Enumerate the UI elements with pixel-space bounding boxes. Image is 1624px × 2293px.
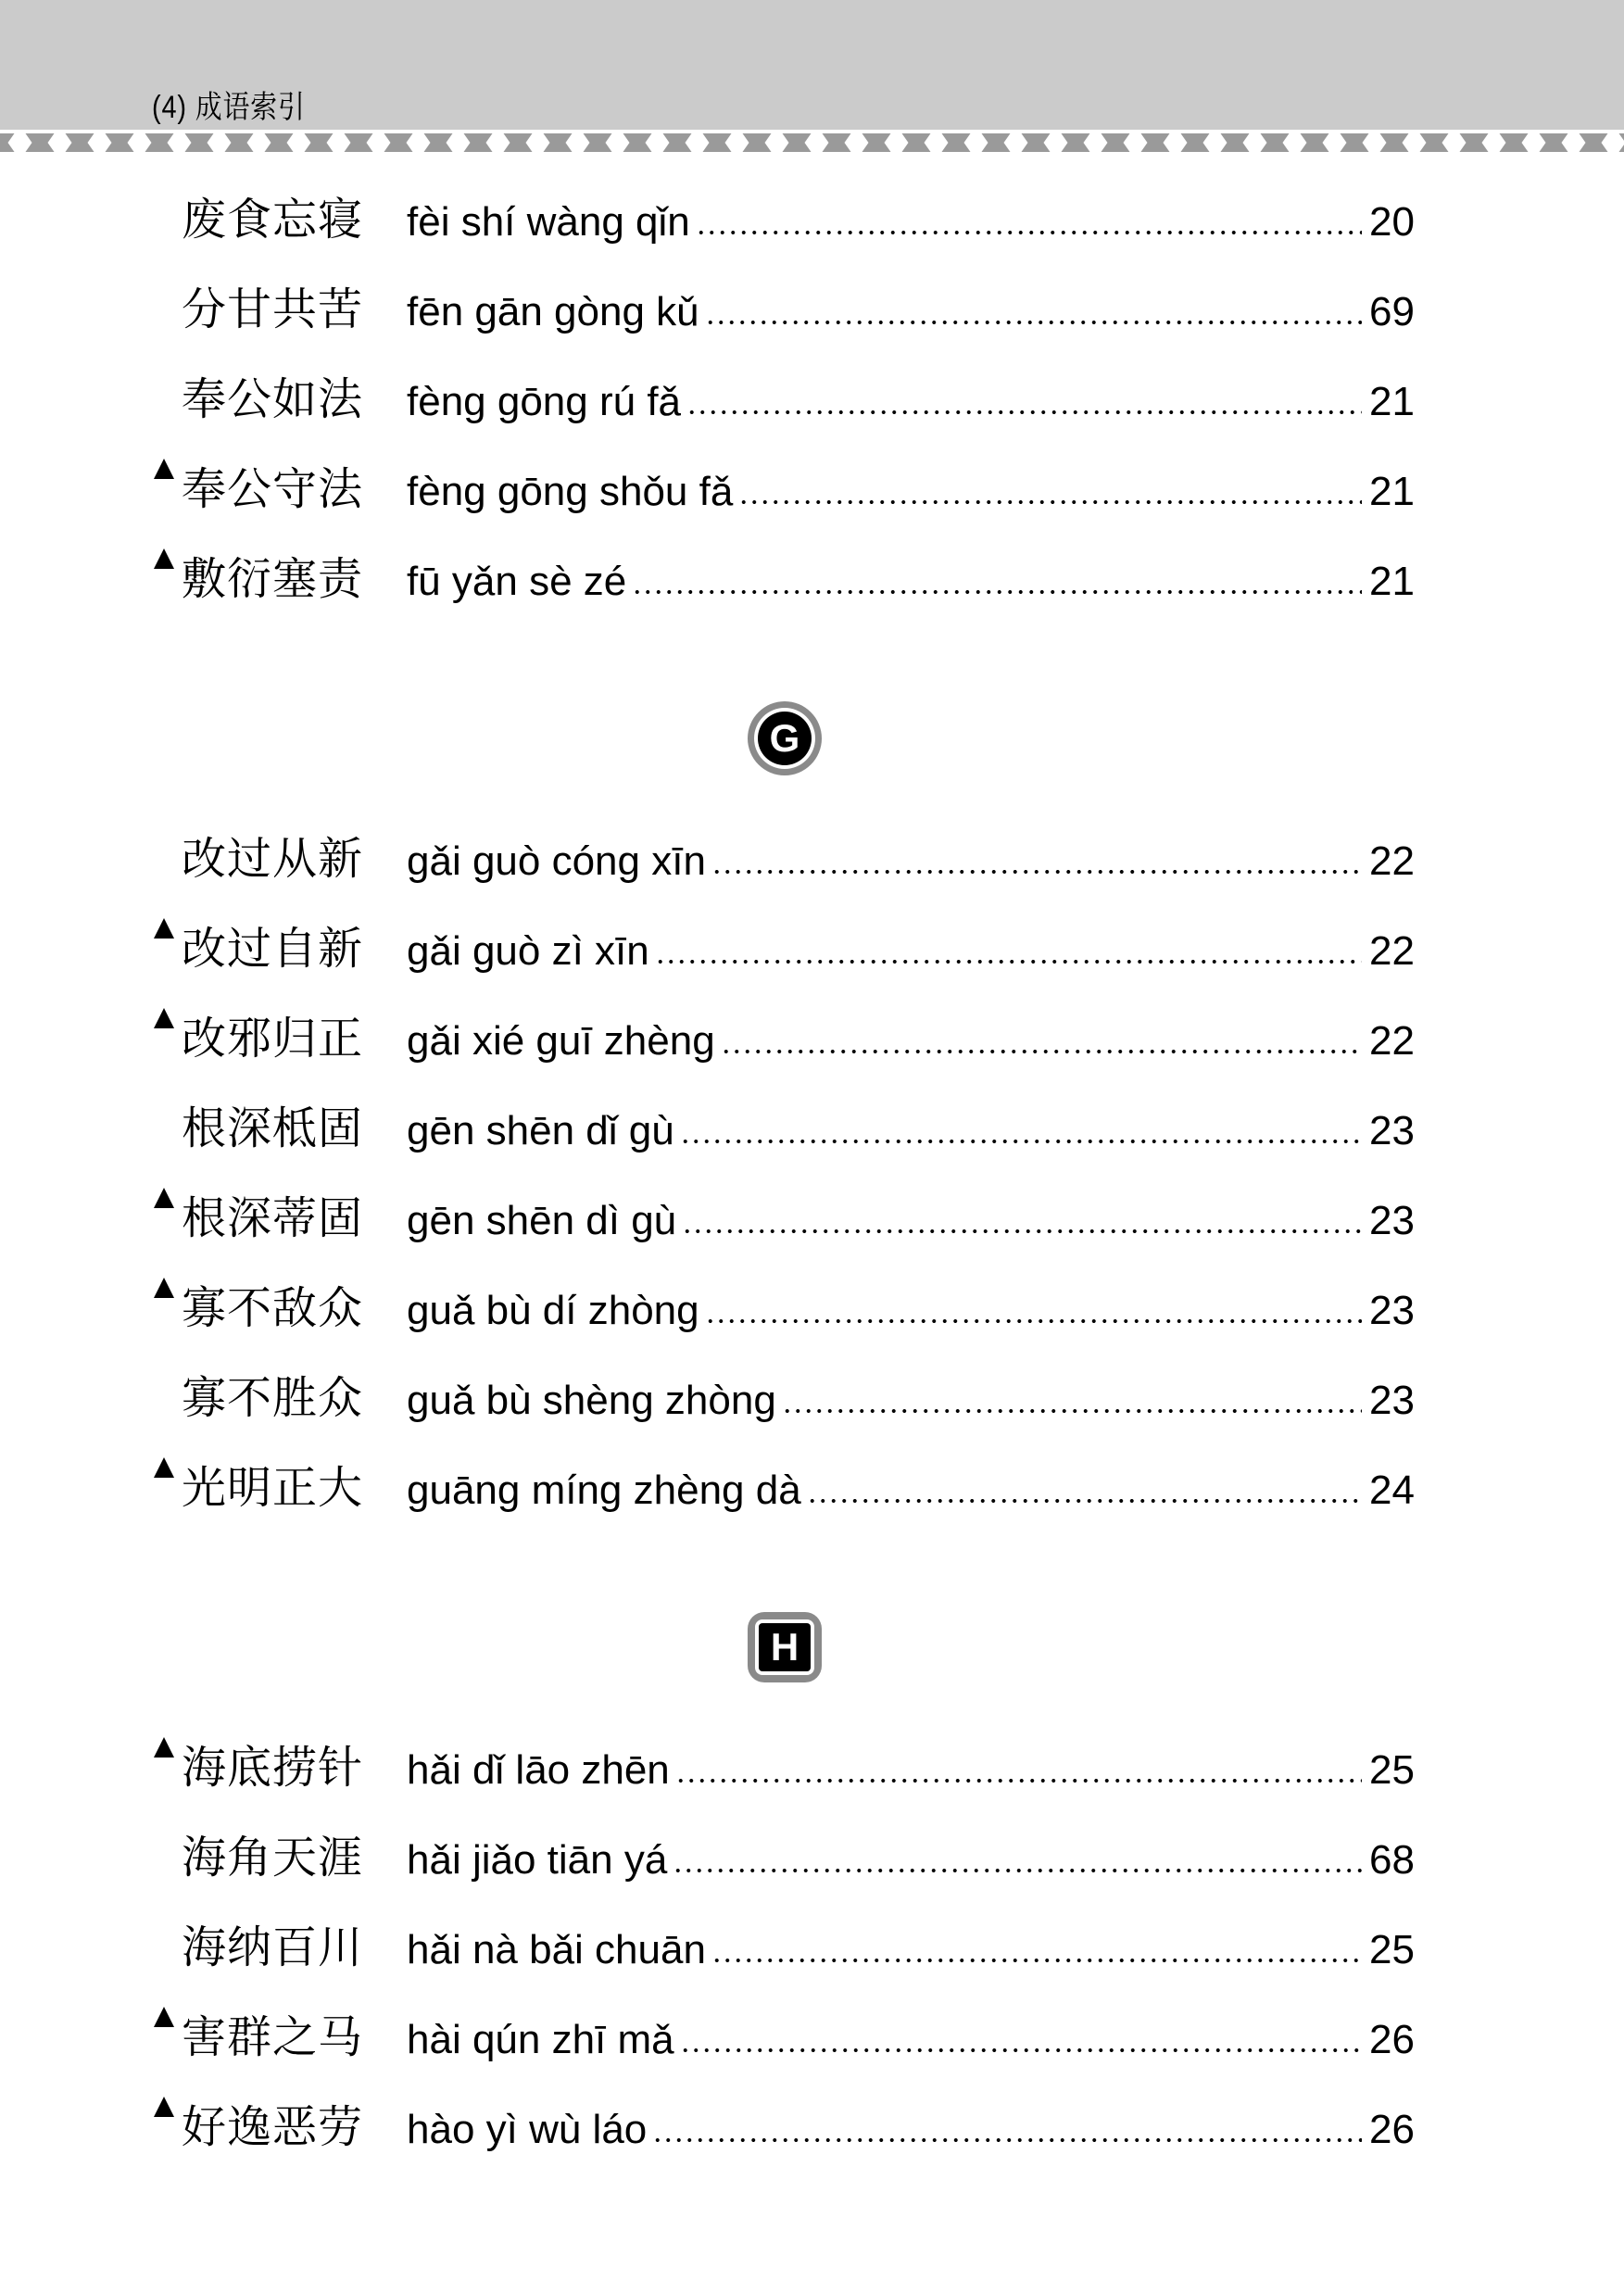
idiom-text: 改过从新 xyxy=(182,835,364,884)
index-entry xyxy=(0,1994,1624,2084)
page-number: 23 xyxy=(1369,1108,1415,1153)
index-entry xyxy=(0,815,1624,905)
pinyin-text: hào yì wù láo xyxy=(407,2107,648,2152)
idiom-text: 改过自新 xyxy=(182,925,364,974)
page-number: 21 xyxy=(1369,379,1415,424)
pinyin-text: hài qún zhī mǎ xyxy=(407,2017,674,2062)
page-number: 23 xyxy=(1369,1198,1415,1243)
dot-leader xyxy=(673,1868,1362,1873)
pinyin-text: gēn shēn dǐ gù xyxy=(407,1108,674,1153)
index-entry xyxy=(0,1354,1624,1444)
dot-leader xyxy=(711,1958,1362,1963)
index-entry xyxy=(0,2084,1624,2173)
dot-leader xyxy=(655,959,1362,964)
dot-leader xyxy=(680,1139,1362,1144)
page-number: 21 xyxy=(1369,559,1415,604)
header-title: (4) 成语索引 xyxy=(152,90,306,125)
entry-line xyxy=(407,376,1415,428)
idiom-text: 寡不敌众 xyxy=(182,1284,364,1333)
page-number: 25 xyxy=(1369,1927,1415,1972)
page-number: 68 xyxy=(1369,1837,1415,1883)
idiom-text: 奉公守法 xyxy=(182,465,364,514)
dot-leader xyxy=(682,1228,1362,1234)
idiom-text: 奉公如法 xyxy=(182,375,364,424)
page-number: 20 xyxy=(1369,199,1415,245)
entry-line xyxy=(407,1195,1415,1247)
idiom-text: 好逸恶劳 xyxy=(182,2103,364,2152)
index-entry xyxy=(0,1814,1624,1904)
page-number: 21 xyxy=(1369,469,1415,514)
index-entry xyxy=(0,1265,1624,1354)
pinyin-text: guāng míng zhèng dà xyxy=(407,1468,801,1513)
dot-leader xyxy=(738,499,1362,505)
index-entry xyxy=(0,356,1624,446)
pinyin-text: fèng gōng shǒu fǎ xyxy=(407,469,734,514)
idiom-text: 海纳百川 xyxy=(182,1923,364,1972)
dot-leader xyxy=(632,589,1362,595)
index-entry xyxy=(0,995,1624,1085)
entry-line xyxy=(407,926,1415,977)
pinyin-text: fēn gān gòng kǔ xyxy=(407,289,699,334)
entry-line xyxy=(407,1105,1415,1157)
triangle-marker-icon xyxy=(154,459,174,479)
dot-leader xyxy=(680,2047,1362,2053)
triangle-marker-icon xyxy=(154,1737,174,1758)
idiom-text: 根深蒂固 xyxy=(182,1194,364,1243)
letter-badge-icon xyxy=(744,1606,825,1688)
pinyin-text: fèi shí wàng qǐn xyxy=(407,199,690,245)
pinyin-text: gǎi guò zì xīn xyxy=(407,928,649,974)
idiom-text: 海底捞针 xyxy=(182,1744,364,1793)
pinyin-text: fèng gōng rú fǎ xyxy=(407,379,682,424)
idiom-text: 废食忘寝 xyxy=(182,195,364,245)
page-number: 23 xyxy=(1369,1378,1415,1423)
dot-leader xyxy=(652,2137,1362,2143)
page-header xyxy=(0,0,1624,130)
triangle-marker-icon xyxy=(154,1188,174,1208)
idiom-text: 分甘共苦 xyxy=(182,285,364,334)
pinyin-text: gǎi guò cóng xīn xyxy=(407,838,706,884)
idiom-text: 根深柢固 xyxy=(182,1104,364,1153)
idiom-text: 改邪归正 xyxy=(182,1014,364,1064)
pinyin-text: hǎi jiǎo tiān yá xyxy=(407,1837,668,1883)
idiom-text: 光明正大 xyxy=(182,1464,364,1513)
index-entry xyxy=(0,1724,1624,1814)
index-entry xyxy=(0,446,1624,535)
index-entry xyxy=(0,905,1624,995)
idiom-text: 寡不胜众 xyxy=(182,1374,364,1423)
triangle-marker-icon xyxy=(154,2097,174,2117)
entry-line xyxy=(407,1015,1415,1067)
badge-letter: H xyxy=(770,1625,799,1669)
entry-line xyxy=(407,1745,1415,1796)
entry-line xyxy=(407,1924,1415,1976)
entry-line xyxy=(407,836,1415,888)
entry-line xyxy=(407,1465,1415,1517)
triangle-marker-icon xyxy=(154,548,174,569)
dot-leader xyxy=(721,1049,1362,1054)
entry-line xyxy=(407,1375,1415,1427)
section-letter-g xyxy=(0,625,1624,815)
triangle-marker-icon xyxy=(154,1008,174,1028)
pinyin-text: gǎi xié guī zhèng xyxy=(407,1018,715,1064)
entry-line xyxy=(407,1285,1415,1337)
page-number: 22 xyxy=(1369,838,1415,884)
entry-line xyxy=(407,2104,1415,2156)
entry-line xyxy=(407,1834,1415,1886)
page-number: 22 xyxy=(1369,1018,1415,1064)
page-number: 22 xyxy=(1369,928,1415,974)
triangle-marker-icon xyxy=(154,1457,174,1478)
dot-leader xyxy=(807,1498,1362,1504)
pinyin-text: guǎ bù dí zhòng xyxy=(407,1288,699,1333)
dot-leader xyxy=(782,1408,1362,1414)
dot-leader xyxy=(711,869,1362,875)
letter-badge-icon xyxy=(744,698,825,779)
entry-line xyxy=(407,196,1415,248)
index-entry xyxy=(0,176,1624,266)
entry-line xyxy=(407,466,1415,518)
idiom-text: 害群之马 xyxy=(182,2013,364,2062)
triangle-marker-icon xyxy=(154,1278,174,1298)
index-entry xyxy=(0,535,1624,625)
badge-letter: G xyxy=(769,716,800,760)
idiom-index xyxy=(0,176,1624,2173)
index-entry xyxy=(0,1904,1624,1994)
index-entry xyxy=(0,1444,1624,1534)
pinyin-text: gēn shēn dì gù xyxy=(407,1198,677,1243)
idiom-text: 敷衍塞责 xyxy=(182,555,364,604)
dot-leader xyxy=(686,409,1362,415)
pinyin-text: hǎi dǐ lāo zhēn xyxy=(407,1747,670,1793)
entry-line xyxy=(407,286,1415,338)
page-number: 24 xyxy=(1369,1468,1415,1513)
page-number: 69 xyxy=(1369,289,1415,334)
page-number: 23 xyxy=(1369,1288,1415,1333)
section-letter-h xyxy=(0,1534,1624,1724)
page-number: 25 xyxy=(1369,1747,1415,1793)
entry-line xyxy=(407,2014,1415,2066)
pinyin-text: guǎ bù shèng zhòng xyxy=(407,1378,776,1423)
entry-line xyxy=(407,556,1415,608)
triangle-marker-icon xyxy=(154,918,174,939)
dot-leader xyxy=(705,320,1362,325)
page-number: 26 xyxy=(1369,2017,1415,2062)
index-entry xyxy=(0,266,1624,356)
pinyin-text: hǎi nà bǎi chuān xyxy=(407,1927,706,1972)
index-entry xyxy=(0,1085,1624,1175)
idiom-text: 海角天涯 xyxy=(182,1833,364,1883)
dot-leader xyxy=(675,1778,1362,1783)
dot-leader xyxy=(705,1318,1362,1324)
pinyin-text: fū yǎn sè zé xyxy=(407,559,627,604)
dot-leader xyxy=(696,230,1362,235)
decorative-border-strip xyxy=(0,132,1624,154)
index-entry xyxy=(0,1175,1624,1265)
page-number: 26 xyxy=(1369,2107,1415,2152)
triangle-marker-icon xyxy=(154,2007,174,2027)
